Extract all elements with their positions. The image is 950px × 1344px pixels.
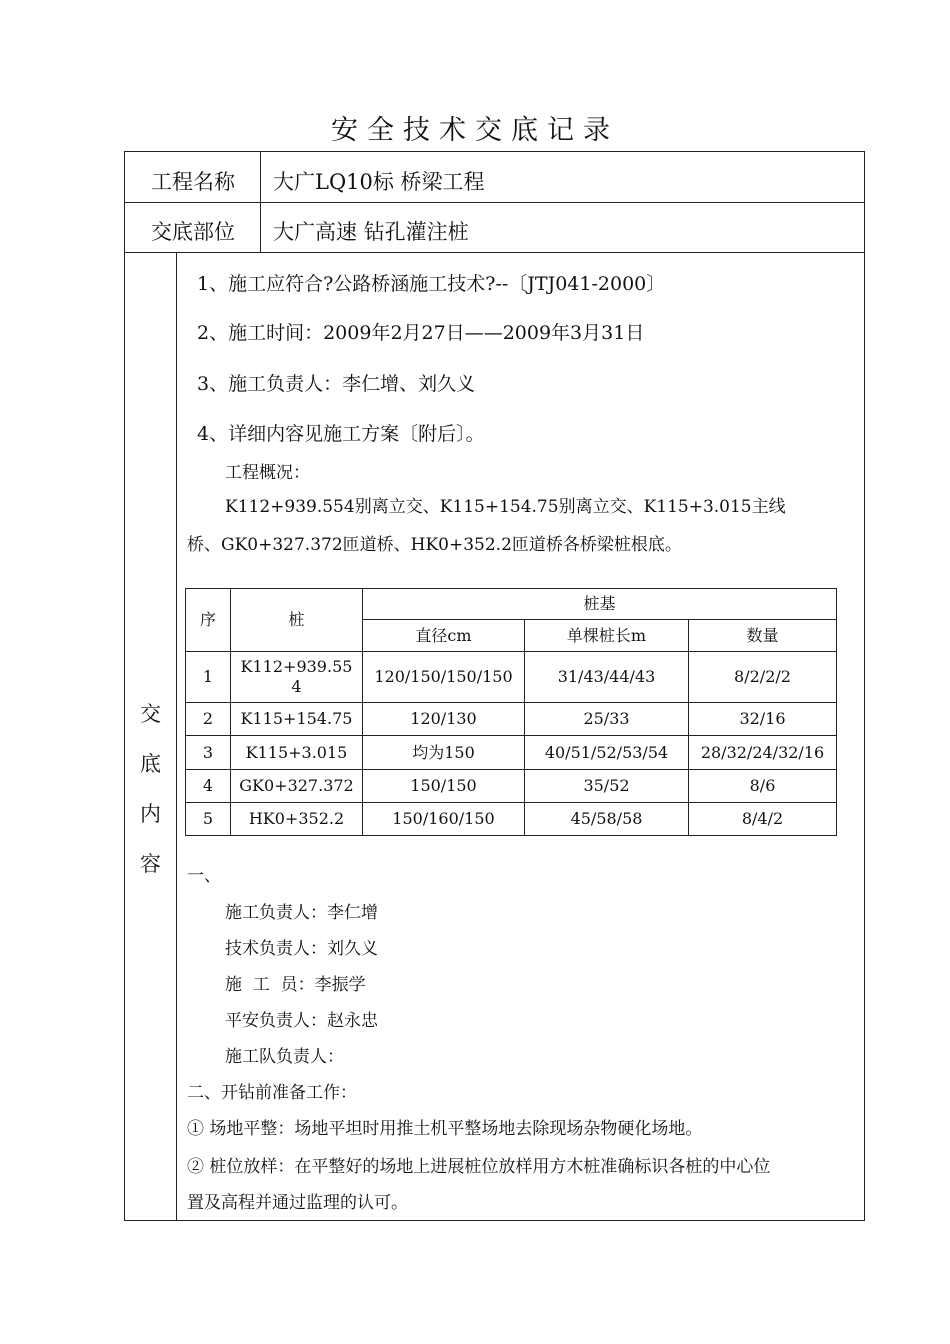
cell-seq: 5	[186, 803, 231, 836]
staff-line: 施 工 员：李振学	[225, 975, 366, 995]
cell-pile: K115+3.015	[231, 736, 363, 770]
prep-step-2-line-1: ② 桩位放样：在平整好的场地上进展桩位放样用方木桩准确标识各桩的中心位	[187, 1157, 771, 1177]
record-form	[124, 151, 865, 1221]
cell-length: 35/52	[525, 770, 689, 803]
cell-length: 31/43/44/43	[525, 652, 689, 703]
overview-line-1: K112+939.554别离立交、K115+154.75别离立交、K115+3.015主线	[225, 497, 786, 517]
side-char: 交	[140, 702, 161, 726]
project-name-value: 大广LQ10标 桥梁工程	[273, 170, 485, 194]
side-char: 底	[140, 752, 161, 776]
table-row	[186, 770, 837, 803]
staff-line: 施工负责人：李仁增	[225, 903, 378, 923]
cell-seq: 2	[186, 703, 231, 736]
document-title: 安全技术交底记录	[331, 115, 619, 146]
overview-title: 工程概况：	[225, 463, 310, 483]
cell-pile: K112+939.554	[231, 652, 363, 703]
handover-part-value: 大广高速 钻孔灌注桩	[273, 220, 469, 244]
header-quantity: 数量	[689, 620, 837, 652]
cell-seq: 4	[186, 770, 231, 803]
cell-pile: K115+154.75	[231, 703, 363, 736]
item-4: 4、详细内容见施工方案〔附后〕。	[197, 423, 485, 445]
header-seq: 序	[186, 589, 231, 652]
section-1-heading: 一、	[187, 866, 221, 886]
staff-line: 技术负责人：刘久义	[225, 939, 378, 959]
project-name-label: 工程名称	[151, 170, 235, 194]
table-row	[186, 803, 837, 836]
cell-quantity: 8/6	[689, 770, 837, 803]
cell-seq: 1	[186, 652, 231, 703]
item-2: 2、施工时间：2009年2月27日——2009年3月31日	[197, 322, 645, 344]
overview-line-2: 桥、GK0+327.372匝道桥、HK0+352.2匝道桥各桥梁桩根底。	[187, 535, 682, 555]
side-char: 内	[140, 802, 161, 826]
table-row	[186, 703, 837, 736]
cell-seq: 3	[186, 736, 231, 770]
handover-part-label: 交底部位	[151, 220, 235, 244]
header-pile-foundation: 桩基	[363, 589, 837, 620]
table-row	[186, 736, 837, 770]
cell-diameter: 150/160/150	[363, 803, 525, 836]
prep-step-2-line-2: 置及高程并通过监理的认可。	[187, 1193, 408, 1213]
cell-length: 40/51/52/53/54	[525, 736, 689, 770]
header-pile: 桩	[231, 589, 363, 652]
row-divider-1	[125, 202, 864, 203]
cell-quantity: 8/4/2	[689, 803, 837, 836]
prep-step-1: ① 场地平整：场地平坦时用推土机平整场地去除现场杂物硬化场地。	[187, 1119, 703, 1139]
cell-length: 25/33	[525, 703, 689, 736]
header-diameter: 直径cm	[363, 620, 525, 652]
cell-quantity: 8/2/2/2	[689, 652, 837, 703]
row-divider-2	[125, 252, 864, 253]
item-3: 3、施工负责人：李仁增、刘久义	[197, 373, 476, 395]
table-row	[186, 652, 837, 703]
pile-table	[185, 588, 837, 836]
side-char: 容	[140, 852, 161, 876]
item-1: 1、施工应符合?公路桥涵施工技术?--〔JTJ041-2000〕	[197, 273, 666, 295]
cell-diameter: 120/150/150/150	[363, 652, 525, 703]
label-divider	[260, 152, 261, 252]
cell-quantity: 28/32/24/32/16	[689, 736, 837, 770]
side-divider	[176, 252, 177, 1221]
cell-pile: GK0+327.372	[231, 770, 363, 803]
section-2-heading: 二、开钻前准备工作：	[187, 1083, 357, 1103]
side-label-content	[125, 689, 176, 889]
cell-diameter: 均为150	[363, 736, 525, 770]
cell-pile: HK0+352.2	[231, 803, 363, 836]
cell-quantity: 32/16	[689, 703, 837, 736]
cell-diameter: 120/130	[363, 703, 525, 736]
cell-diameter: 150/150	[363, 770, 525, 803]
staff-line: 施工队负责人：	[225, 1047, 344, 1067]
header-length: 单棵桩长m	[525, 620, 689, 652]
staff-line: 平安负责人：赵永忠	[225, 1011, 378, 1031]
cell-length: 45/58/58	[525, 803, 689, 836]
